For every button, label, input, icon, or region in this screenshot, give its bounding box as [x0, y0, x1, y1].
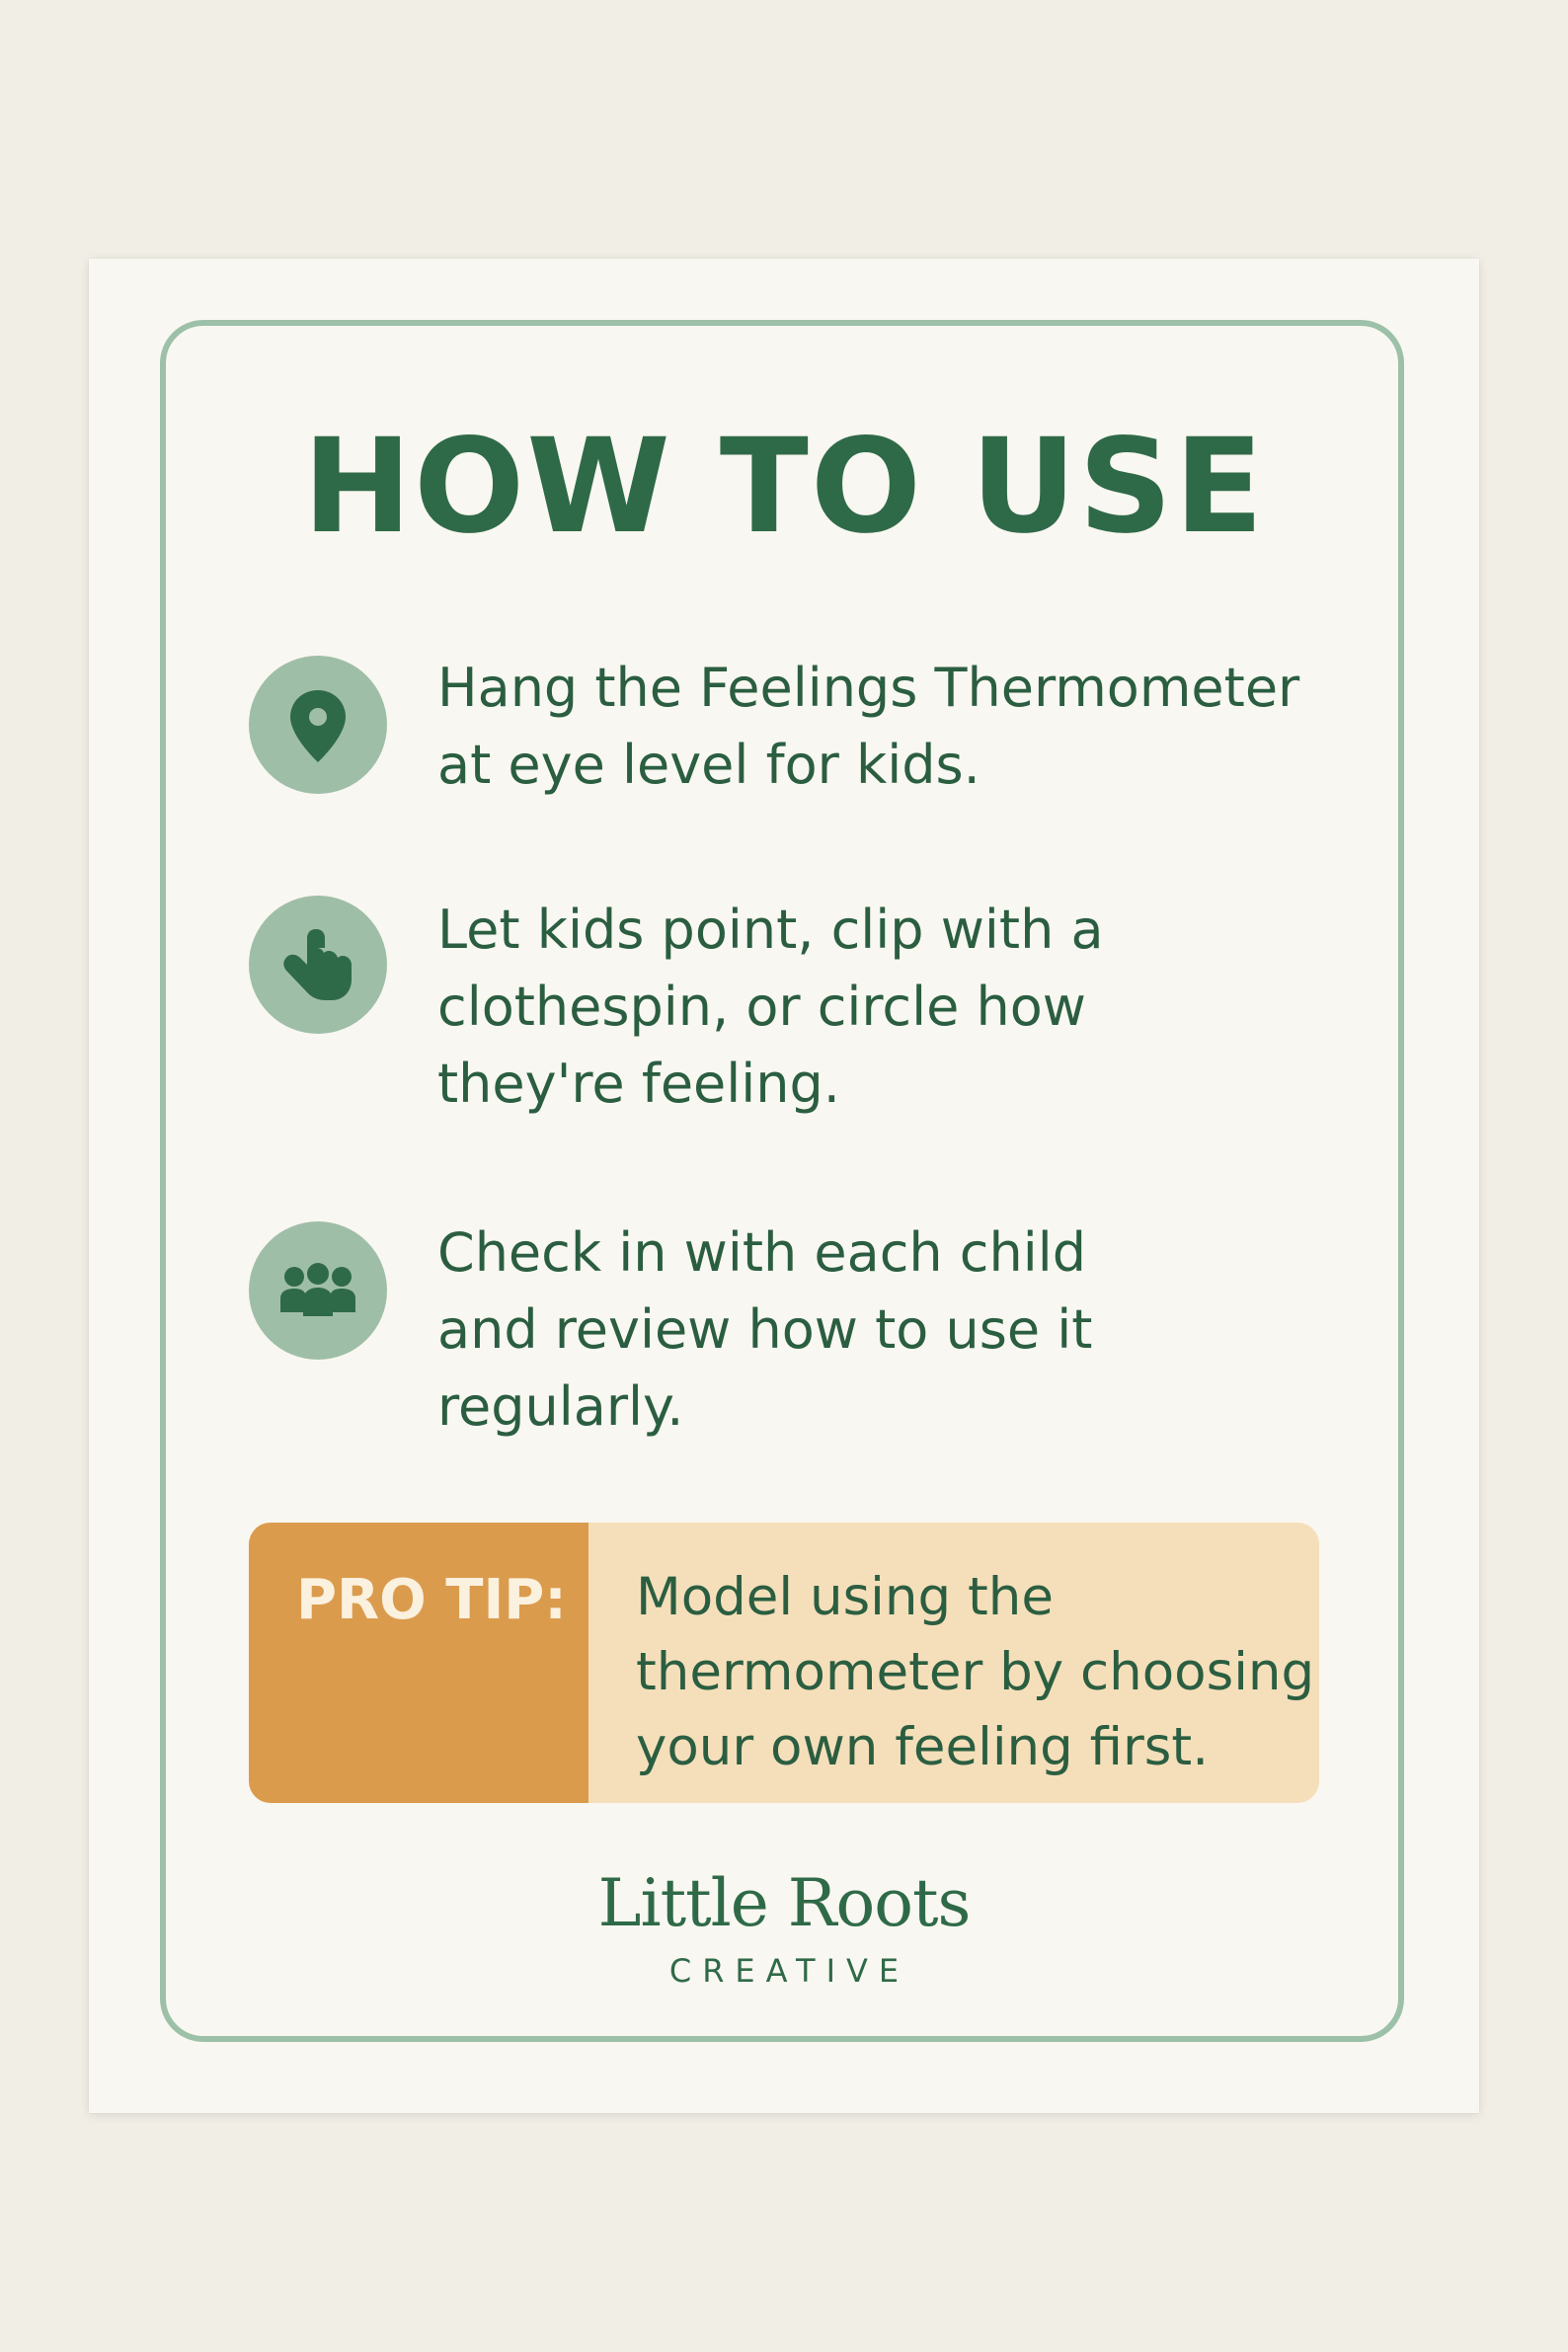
step-3-line: and review how to use it	[437, 1298, 1093, 1361]
pointing-hand-icon	[249, 896, 387, 1034]
step-2-text	[437, 892, 1385, 1123]
map-pin-icon	[249, 656, 387, 794]
step-1-text	[437, 650, 1385, 804]
pro-tip-line: your own feeling first.	[636, 1717, 1210, 1777]
step-2-line: Let kids point, clip with a	[437, 899, 1104, 961]
step-2-line: clothespin, or circle how	[437, 976, 1086, 1038]
pro-tip-label: PRO TIP:	[249, 1523, 588, 1803]
step-1-line: Hang the Feelings Thermometer	[437, 657, 1300, 719]
step-1-line: at eye level for kids.	[437, 734, 980, 796]
step-2-line: they're feeling.	[437, 1053, 840, 1115]
pro-tip-line: Model using the	[636, 1567, 1054, 1627]
step-3-line: Check in with each child	[437, 1221, 1086, 1284]
brand-logo-name: Little Roots	[597, 1865, 971, 1941]
page-title: HOW TO USE	[302, 411, 1266, 563]
brand-logo-subtitle: CREATIVE	[668, 1952, 910, 1990]
pro-tip-text	[588, 1523, 1319, 1803]
group-icon	[249, 1221, 387, 1360]
pro-tip-line: thermometer by choosing	[636, 1642, 1315, 1702]
step-3-line: regularly.	[437, 1375, 684, 1438]
step-3-text	[437, 1215, 1385, 1446]
pro-tip-box	[249, 1523, 1319, 1803]
